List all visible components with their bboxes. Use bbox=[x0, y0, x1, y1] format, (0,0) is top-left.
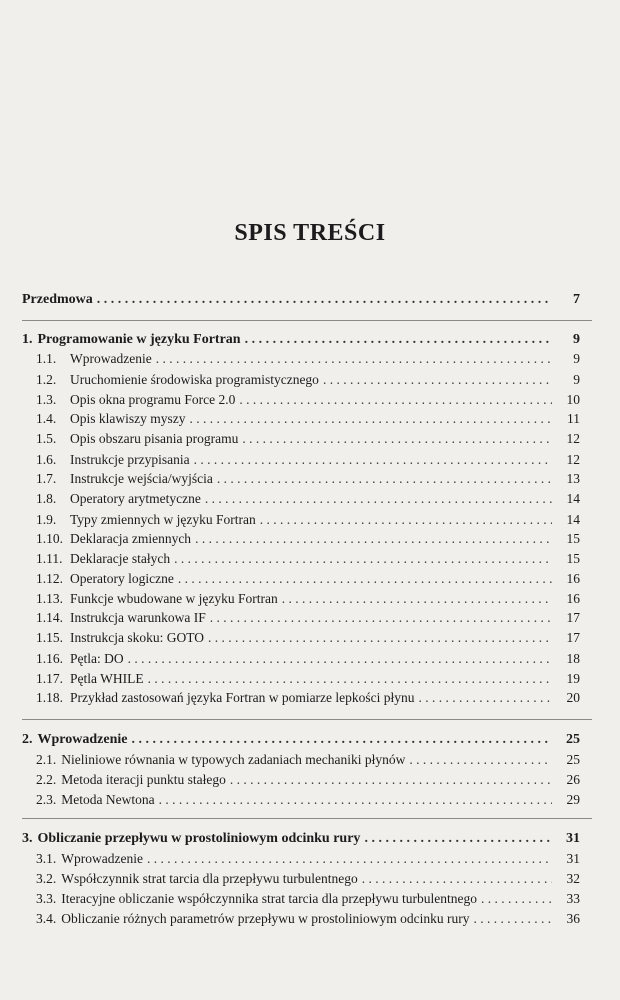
toc-section-1[interactable] bbox=[22, 331, 580, 349]
toc-item-number: 1.5. bbox=[36, 431, 57, 446]
toc-item-page: 9 bbox=[573, 351, 580, 366]
toc-item-1-8[interactable] bbox=[36, 490, 580, 508]
toc-item-number: 1.18. bbox=[36, 690, 63, 705]
toc-item-label: Instrukcja skoku: GOTO bbox=[70, 630, 204, 645]
toc-item-number: 1.11. bbox=[36, 551, 63, 566]
toc-item-label: Opis okna programu Force 2.0 bbox=[70, 392, 236, 407]
toc-item-page: 11 bbox=[567, 411, 580, 426]
toc-item-3-4[interactable] bbox=[36, 910, 580, 928]
toc-item-number: 1.10. bbox=[36, 531, 63, 546]
toc-item-2-2[interactable] bbox=[36, 771, 580, 789]
toc-leader-dots bbox=[205, 490, 552, 508]
toc-item-1-4[interactable] bbox=[36, 410, 580, 428]
toc-entry-label: Obliczanie przepływu w prostoliniowym odcinku rury bbox=[37, 831, 361, 846]
toc-item-page: 26 bbox=[566, 772, 580, 787]
toc-section-3[interactable] bbox=[22, 830, 580, 848]
toc-item-1-13[interactable] bbox=[36, 590, 580, 608]
toc-item-1-12[interactable] bbox=[36, 570, 580, 588]
toc-item-number: 1.4. bbox=[36, 411, 57, 426]
toc-item-3-3[interactable] bbox=[36, 890, 580, 908]
toc-item-1-16[interactable] bbox=[36, 650, 580, 668]
toc-item-3-1[interactable] bbox=[36, 850, 580, 868]
toc-leader-dots bbox=[178, 570, 552, 588]
toc-leader-dots bbox=[97, 291, 552, 309]
toc-leader-dots bbox=[194, 451, 552, 469]
toc-item-label: Operatory arytmetyczne bbox=[70, 491, 201, 506]
toc-item-1-14[interactable] bbox=[36, 609, 580, 627]
toc-item-label: Iteracyjne obliczanie współczynnika strat tarcia dla przepływu turbulentnego bbox=[61, 891, 477, 906]
toc-item-page: 36 bbox=[566, 911, 580, 926]
toc-leader-dots bbox=[147, 850, 552, 868]
toc-item-1-18[interactable] bbox=[36, 689, 580, 707]
toc-item-label: Nieliniowe równania w typowych zadaniach mechaniki płynów bbox=[61, 752, 406, 767]
toc-leader-dots bbox=[323, 371, 552, 389]
toc-item-number: 1.3. bbox=[36, 392, 57, 407]
toc-item-label: Wprowadzenie bbox=[70, 351, 152, 366]
toc-leader-dots bbox=[245, 331, 552, 349]
toc-item-page: 32 bbox=[566, 871, 580, 886]
toc-leader-dots bbox=[190, 410, 553, 428]
toc-leader-dots bbox=[174, 550, 552, 568]
toc-leader-dots bbox=[208, 629, 552, 647]
toc-item-label: Metoda Newtona bbox=[61, 792, 155, 807]
toc-item-1-17[interactable] bbox=[36, 670, 580, 688]
toc-item-number: 1.1. bbox=[36, 351, 57, 366]
toc-leader-dots bbox=[217, 470, 552, 488]
toc-item-number: 1.15. bbox=[36, 630, 63, 645]
toc-item-page: 12 bbox=[566, 452, 580, 467]
toc-leader-dots bbox=[210, 609, 552, 627]
toc-item-label: Współczynnik strat tarcia dla przepływu turbulentnego bbox=[61, 871, 358, 886]
toc-leader-dots bbox=[474, 910, 552, 928]
toc-item-number: 3.1. bbox=[36, 851, 57, 866]
toc-leader-dots bbox=[362, 870, 552, 888]
toc-item-1-6[interactable] bbox=[36, 451, 580, 469]
toc-leader-dots bbox=[230, 771, 552, 789]
toc-item-2-1[interactable] bbox=[36, 751, 580, 769]
toc-item-page: 20 bbox=[566, 690, 580, 705]
toc-section-number: 1. bbox=[22, 332, 33, 347]
toc-item-page: 10 bbox=[566, 392, 580, 407]
toc-item-page: 15 bbox=[566, 531, 580, 546]
toc-item-1-9[interactable] bbox=[36, 511, 580, 529]
toc-item-1-1[interactable] bbox=[36, 350, 580, 368]
toc-item-page: 18 bbox=[566, 651, 580, 666]
toc-leader-dots bbox=[481, 890, 552, 908]
toc-item-label: Funkcje wbudowane w języku Fortran bbox=[70, 591, 278, 606]
toc-entry-preface[interactable] bbox=[22, 291, 580, 309]
section-divider bbox=[22, 719, 592, 720]
toc-item-number: 1.7. bbox=[36, 471, 57, 486]
toc-item-label: Instrukcje wejścia/wyjścia bbox=[70, 471, 213, 486]
toc-item-label: Deklaracje stałych bbox=[70, 551, 171, 566]
toc-item-number: 1.8. bbox=[36, 491, 57, 506]
toc-section-number: 2. bbox=[22, 732, 33, 747]
toc-entry-label: Programowanie w języku Fortran bbox=[37, 332, 241, 347]
toc-item-number: 1.14. bbox=[36, 610, 63, 625]
toc-item-label: Uruchomienie środowiska programistycznego bbox=[70, 372, 319, 387]
toc-entry-label: Wprowadzenie bbox=[37, 732, 128, 747]
toc-entry-page: 25 bbox=[566, 732, 580, 747]
toc-item-number: 1.6. bbox=[36, 452, 57, 467]
toc-item-page: 17 bbox=[566, 630, 580, 645]
toc-leader-dots bbox=[148, 670, 552, 688]
toc-item-1-5[interactable] bbox=[36, 430, 580, 448]
toc-item-number: 2.3. bbox=[36, 792, 57, 807]
toc-item-number: 2.2. bbox=[36, 772, 57, 787]
toc-item-page: 12 bbox=[566, 431, 580, 446]
toc-section-2[interactable] bbox=[22, 731, 580, 749]
toc-item-page: 16 bbox=[566, 571, 580, 586]
toc-item-number: 2.1. bbox=[36, 752, 57, 767]
toc-leader-dots bbox=[156, 350, 552, 368]
toc-item-label: Operatory logiczne bbox=[70, 571, 174, 586]
toc-item-label: Obliczanie różnych parametrów przepływu w prostoliniowym odcinku rury bbox=[61, 911, 470, 926]
toc-item-label: Wprowadzenie bbox=[61, 851, 143, 866]
toc-item-number: 1.16. bbox=[36, 651, 63, 666]
toc-item-number: 3.4. bbox=[36, 911, 57, 926]
toc-item-1-10[interactable] bbox=[36, 530, 580, 548]
toc-item-3-2[interactable] bbox=[36, 870, 580, 888]
toc-item-label: Opis klawiszy myszy bbox=[70, 411, 186, 426]
toc-item-1-3[interactable] bbox=[36, 391, 580, 409]
toc-item-page: 29 bbox=[566, 792, 580, 807]
toc-item-1-15[interactable] bbox=[36, 629, 580, 647]
toc-item-page: 13 bbox=[566, 471, 580, 486]
toc-leader-dots bbox=[242, 430, 552, 448]
toc-leader-dots bbox=[409, 751, 552, 769]
toc-item-label: Instrukcja warunkowa IF bbox=[70, 610, 206, 625]
toc-item-label: Instrukcje przypisania bbox=[70, 452, 190, 467]
section-divider bbox=[22, 818, 592, 819]
toc-leader-dots bbox=[364, 830, 552, 848]
toc-entry-page: 7 bbox=[573, 292, 580, 307]
toc-section-number: 3. bbox=[22, 831, 33, 846]
toc-item-page: 31 bbox=[566, 851, 580, 866]
toc-leader-dots bbox=[282, 590, 552, 608]
toc-leader-dots bbox=[159, 791, 552, 809]
toc-item-label: Przykład zastosowań języka Fortran w pomiarze lepkości płynu bbox=[70, 690, 415, 705]
toc-item-1-7[interactable] bbox=[36, 470, 580, 488]
toc-entry-page: 31 bbox=[566, 831, 580, 846]
toc-entry-label: Przedmowa bbox=[22, 292, 93, 307]
section-divider bbox=[22, 320, 592, 321]
toc-leader-dots bbox=[195, 530, 552, 548]
toc-item-label: Deklaracja zmiennych bbox=[70, 531, 192, 546]
toc-item-number: 1.9. bbox=[36, 512, 57, 527]
toc-leader-dots bbox=[128, 650, 552, 668]
toc-entry-page: 9 bbox=[573, 332, 580, 347]
toc-item-page: 14 bbox=[566, 512, 580, 527]
toc-item-label: Pętla: DO bbox=[70, 651, 124, 666]
toc-item-2-3[interactable] bbox=[36, 791, 580, 809]
toc-leader-dots bbox=[419, 689, 552, 707]
toc-item-page: 9 bbox=[573, 372, 580, 387]
toc-leader-dots bbox=[239, 391, 552, 409]
toc-leader-dots bbox=[131, 731, 552, 749]
toc-item-page: 15 bbox=[566, 551, 580, 566]
toc-item-1-11[interactable] bbox=[36, 550, 580, 568]
toc-item-page: 33 bbox=[566, 891, 580, 906]
toc-leader-dots bbox=[260, 511, 552, 529]
toc-item-label: Opis obszaru pisania programu bbox=[70, 431, 239, 446]
toc-item-label: Metoda iteracji punktu stałego bbox=[61, 772, 226, 787]
toc-item-number: 1.2. bbox=[36, 372, 57, 387]
toc-item-page: 19 bbox=[566, 671, 580, 686]
toc-item-number: 1.13. bbox=[36, 591, 63, 606]
toc-item-page: 25 bbox=[566, 752, 580, 767]
toc-item-page: 14 bbox=[566, 491, 580, 506]
toc-item-1-2[interactable] bbox=[36, 371, 580, 389]
toc-item-number: 1.17. bbox=[36, 671, 63, 686]
toc-item-number: 3.3. bbox=[36, 891, 57, 906]
page-title: SPIS TREŚCI bbox=[234, 220, 386, 246]
toc-item-label: Pętla WHILE bbox=[70, 671, 144, 686]
toc-item-page: 16 bbox=[566, 591, 580, 606]
toc-item-number: 1.12. bbox=[36, 571, 63, 586]
toc-item-page: 17 bbox=[566, 610, 580, 625]
toc-item-number: 3.2. bbox=[36, 871, 57, 886]
toc-item-label: Typy zmiennych w języku Fortran bbox=[70, 512, 256, 527]
